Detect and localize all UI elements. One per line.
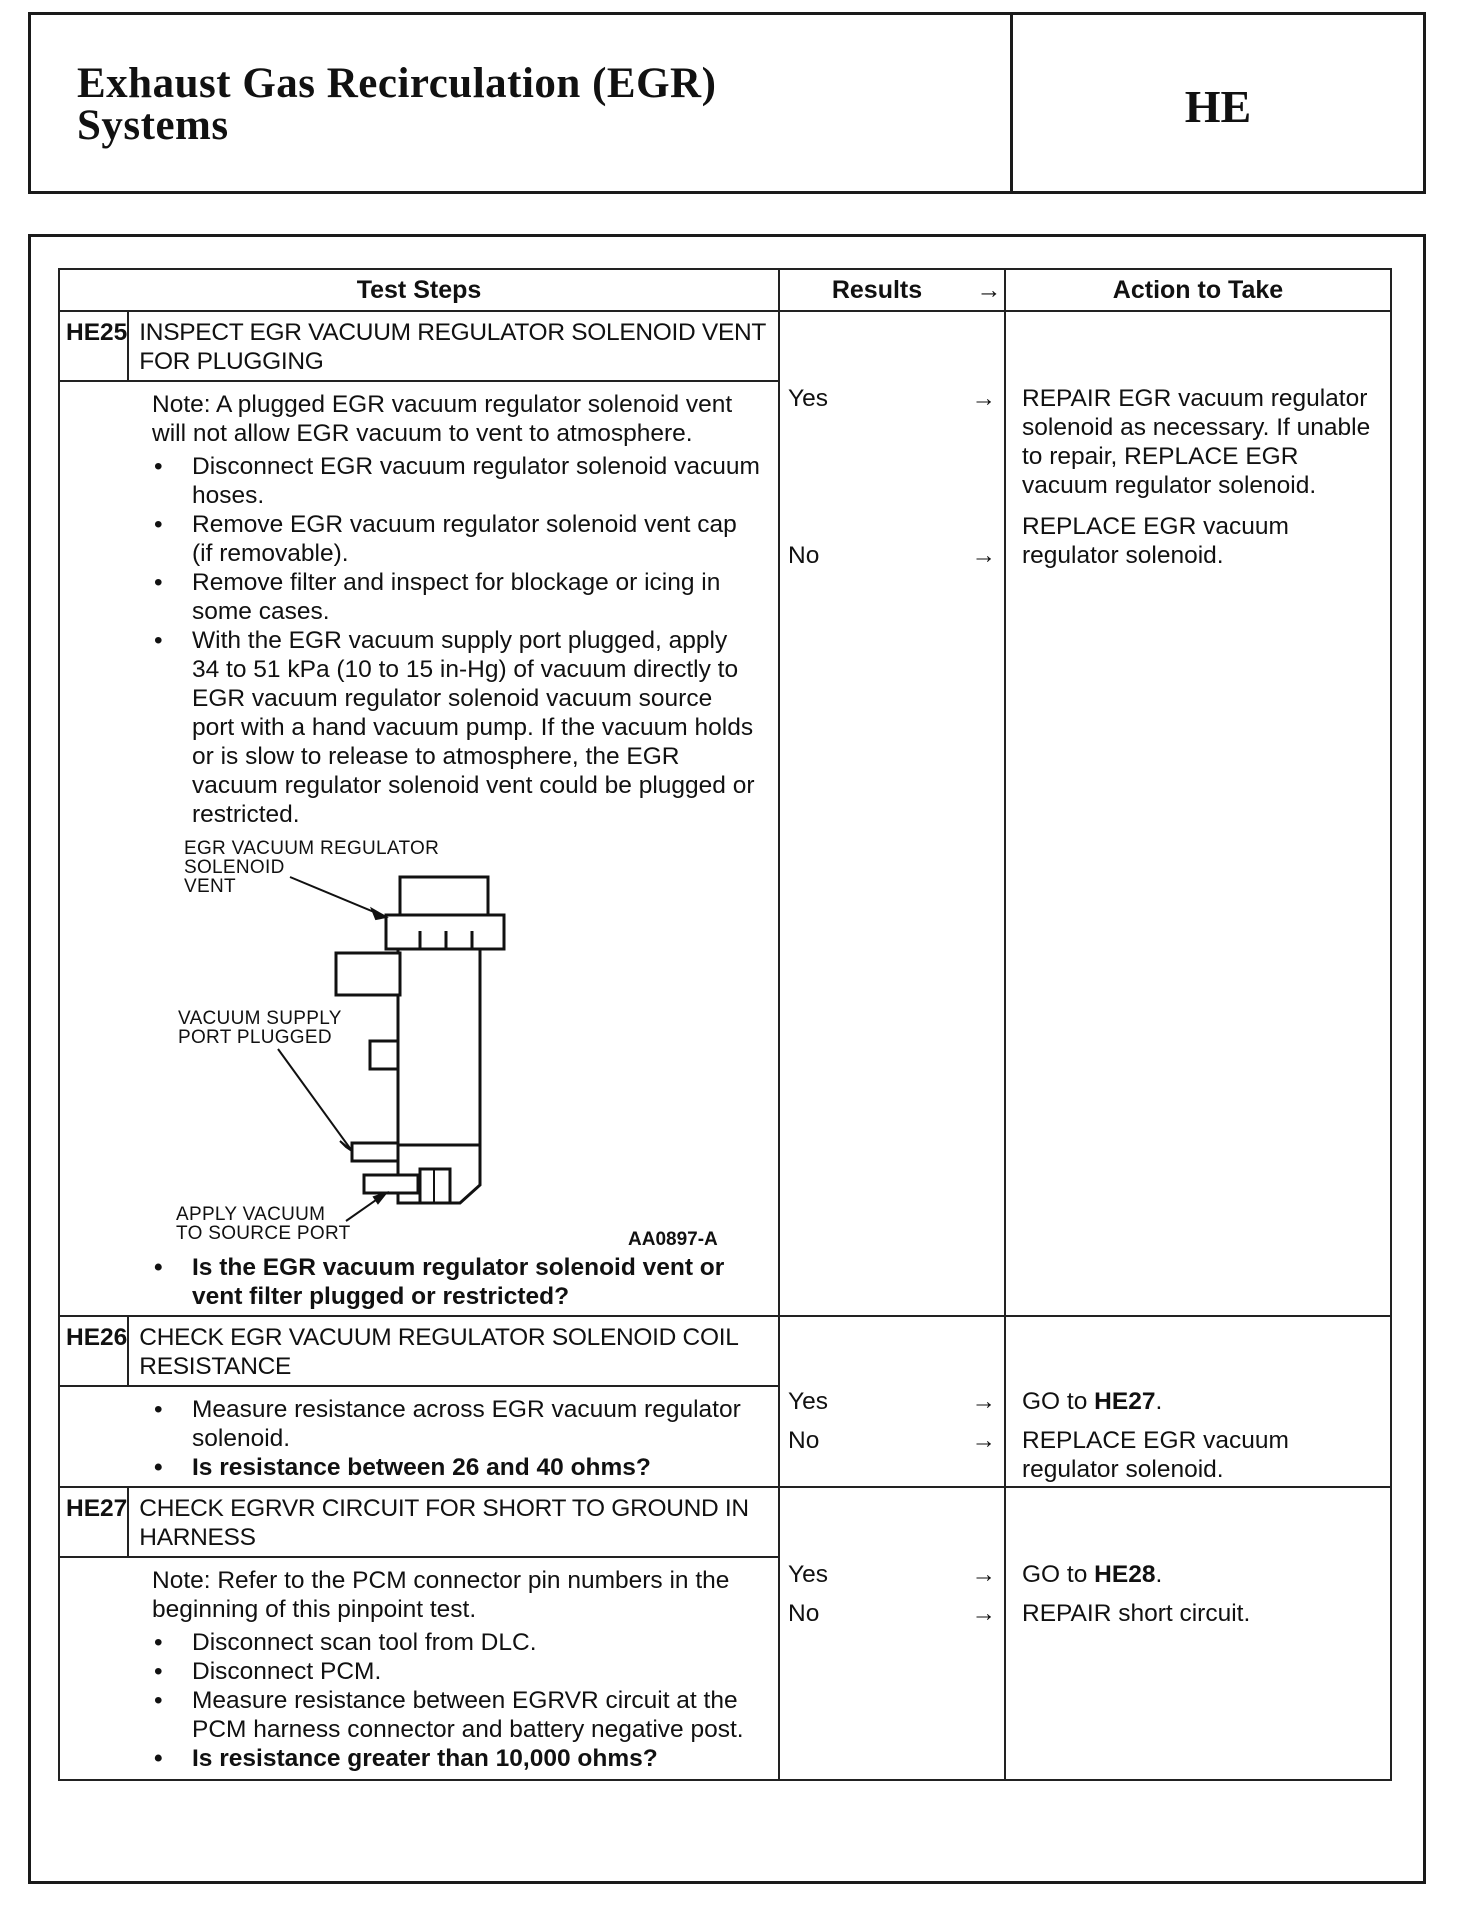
action-no: REPAIR short circuit. [1022,1600,1251,1627]
action-cell-he26 [1005,1316,1391,1487]
results-cell-he27 [779,1487,1005,1780]
action-cell-he25 [1005,311,1391,1316]
right-arrow-icon: → [971,1388,996,1415]
right-arrow-icon: → [971,1427,996,1454]
connector-tab [336,953,400,995]
list-item: • Measure resistance between EGRVR circuit at the PCM harness connector and battery negative post. [152,1686,760,1744]
supply-leader-line [278,1049,352,1151]
source-port [364,1175,418,1193]
step-title: CHECK EGRVR CIRCUIT FOR SHORT TO GROUND IN HARNESS [139,1495,749,1551]
step-id: HE27 [60,1488,129,1556]
page-header [28,12,1426,194]
table-row [59,1316,1391,1487]
step-cell-he25 [59,311,779,1316]
result-no: No → [788,1600,996,1627]
result-yes: Yes → [788,1561,996,1588]
step-reference: HE27 [1094,1388,1156,1415]
action-yes: REPAIR EGR vacuum regulator solenoid as necessary. If unable to repair, REPLACE EGR vacuum regulator solenoid. [1022,385,1371,499]
right-arrow-icon: → [971,385,996,412]
step-reference: HE28 [1094,1561,1156,1588]
header-code-cell [1013,15,1423,191]
table-row [59,311,1391,1316]
label-source-port: APPLY VACUUM TO SOURCE PORT [176,1204,351,1244]
list-item: • Disconnect scan tool from DLC. [152,1628,760,1657]
action-no: REPLACE EGR vacuum regulator solenoid. [1022,513,1289,569]
step-id: HE26 [60,1317,129,1385]
label-vent: EGR VACUUM REGULATOR SOLENOID VENT [184,838,440,897]
results-cell-he25 [779,311,1005,1316]
list-item: • Disconnect EGR vacuum regulator solenoid vacuum hoses. [152,452,760,510]
list-item: • Disconnect PCM. [152,1657,760,1686]
action-cell-he27 [1005,1487,1391,1780]
pinpoint-test-table [58,268,1392,1781]
solenoid-body [398,949,480,1171]
step-id: HE25 [60,312,129,380]
list-item: • Remove EGR vacuum regulator solenoid vent cap (if removable). [152,510,760,568]
results-cell-he26 [779,1316,1005,1487]
supply-port [352,1143,398,1161]
action-yes: GO to HE27. [1022,1388,1163,1415]
result-no: No → [788,1427,996,1454]
step-bullets [152,1395,760,1482]
page-title: Exhaust Gas Recirculation (EGR) Systems [77,60,717,149]
step-bullets [152,452,760,829]
result-no: No → [788,542,996,569]
col-header-action: Action to Take [1005,269,1391,311]
table-row [59,1487,1391,1780]
step-body [60,1556,778,1779]
list-item: • With the EGR vacuum supply port plugged, apply 34 to 51 kPa (10 to 15 in-Hg) of vacuum directly to EGR vacuum regulator solenoid vacuum source port with a hand vacuum pump. If the vacuum holds or is slow to release to atmosphere, the EGR vacuum regulator solenoid vent could be plugged or restricted. [152,626,760,829]
right-arrow-icon: → [976,275,1002,304]
step-question: • Is resistance between 26 and 40 ohms? [152,1453,760,1482]
result-yes: Yes → [788,385,996,412]
list-item: • Measure resistance across EGR vacuum regulator solenoid. [152,1395,760,1453]
step-cell-he27 [59,1487,779,1780]
figure-id: AA0897-A [628,1229,718,1250]
list-item: • Remove filter and inspect for blockage or icing in some cases. [152,568,760,626]
table-header-row [59,269,1391,311]
result-yes: Yes → [788,1388,996,1415]
header-title-cell [31,15,1013,191]
col-header-results: Results → [779,269,1005,311]
step-bullets [152,1628,760,1773]
step-body [60,1385,778,1486]
step-title: INSPECT EGR VACUUM REGULATOR SOLENOID VENT FOR PLUGGING [139,319,766,375]
step-body [60,380,778,1315]
label-supply-port: VACUUM SUPPLY PORT PLUGGED [178,1008,342,1048]
step-title: CHECK EGR VACUUM REGULATOR SOLENOID COIL RESISTANCE [139,1324,738,1380]
action-yes: GO to HE28. [1022,1561,1163,1588]
solenoid-diagram [60,835,760,1250]
step-question: • Is the EGR vacuum regulator solenoid vent or vent filter plugged or restricted? [152,1253,760,1311]
action-no: REPLACE EGR vacuum regulator solenoid. [1022,1427,1289,1483]
right-arrow-icon: → [971,542,996,569]
col-header-test-steps: Test Steps [59,269,779,311]
right-arrow-icon: → [971,1600,996,1627]
step-question: • Is resistance greater than 10,000 ohms? [152,1744,760,1773]
solenoid-illustration [60,835,760,1245]
step-cell-he26 [59,1316,779,1487]
step-question-list [152,1253,760,1311]
step-note: Note: Refer to the PCM connector pin numbers in the beginning of this pinpoint test. [152,1567,730,1623]
right-arrow-icon: → [971,1561,996,1588]
step-note: Note: A plugged EGR vacuum regulator solenoid vent will not allow EGR vacuum to vent to atmosphere. [152,391,733,447]
section-code: HE [1184,80,1252,132]
